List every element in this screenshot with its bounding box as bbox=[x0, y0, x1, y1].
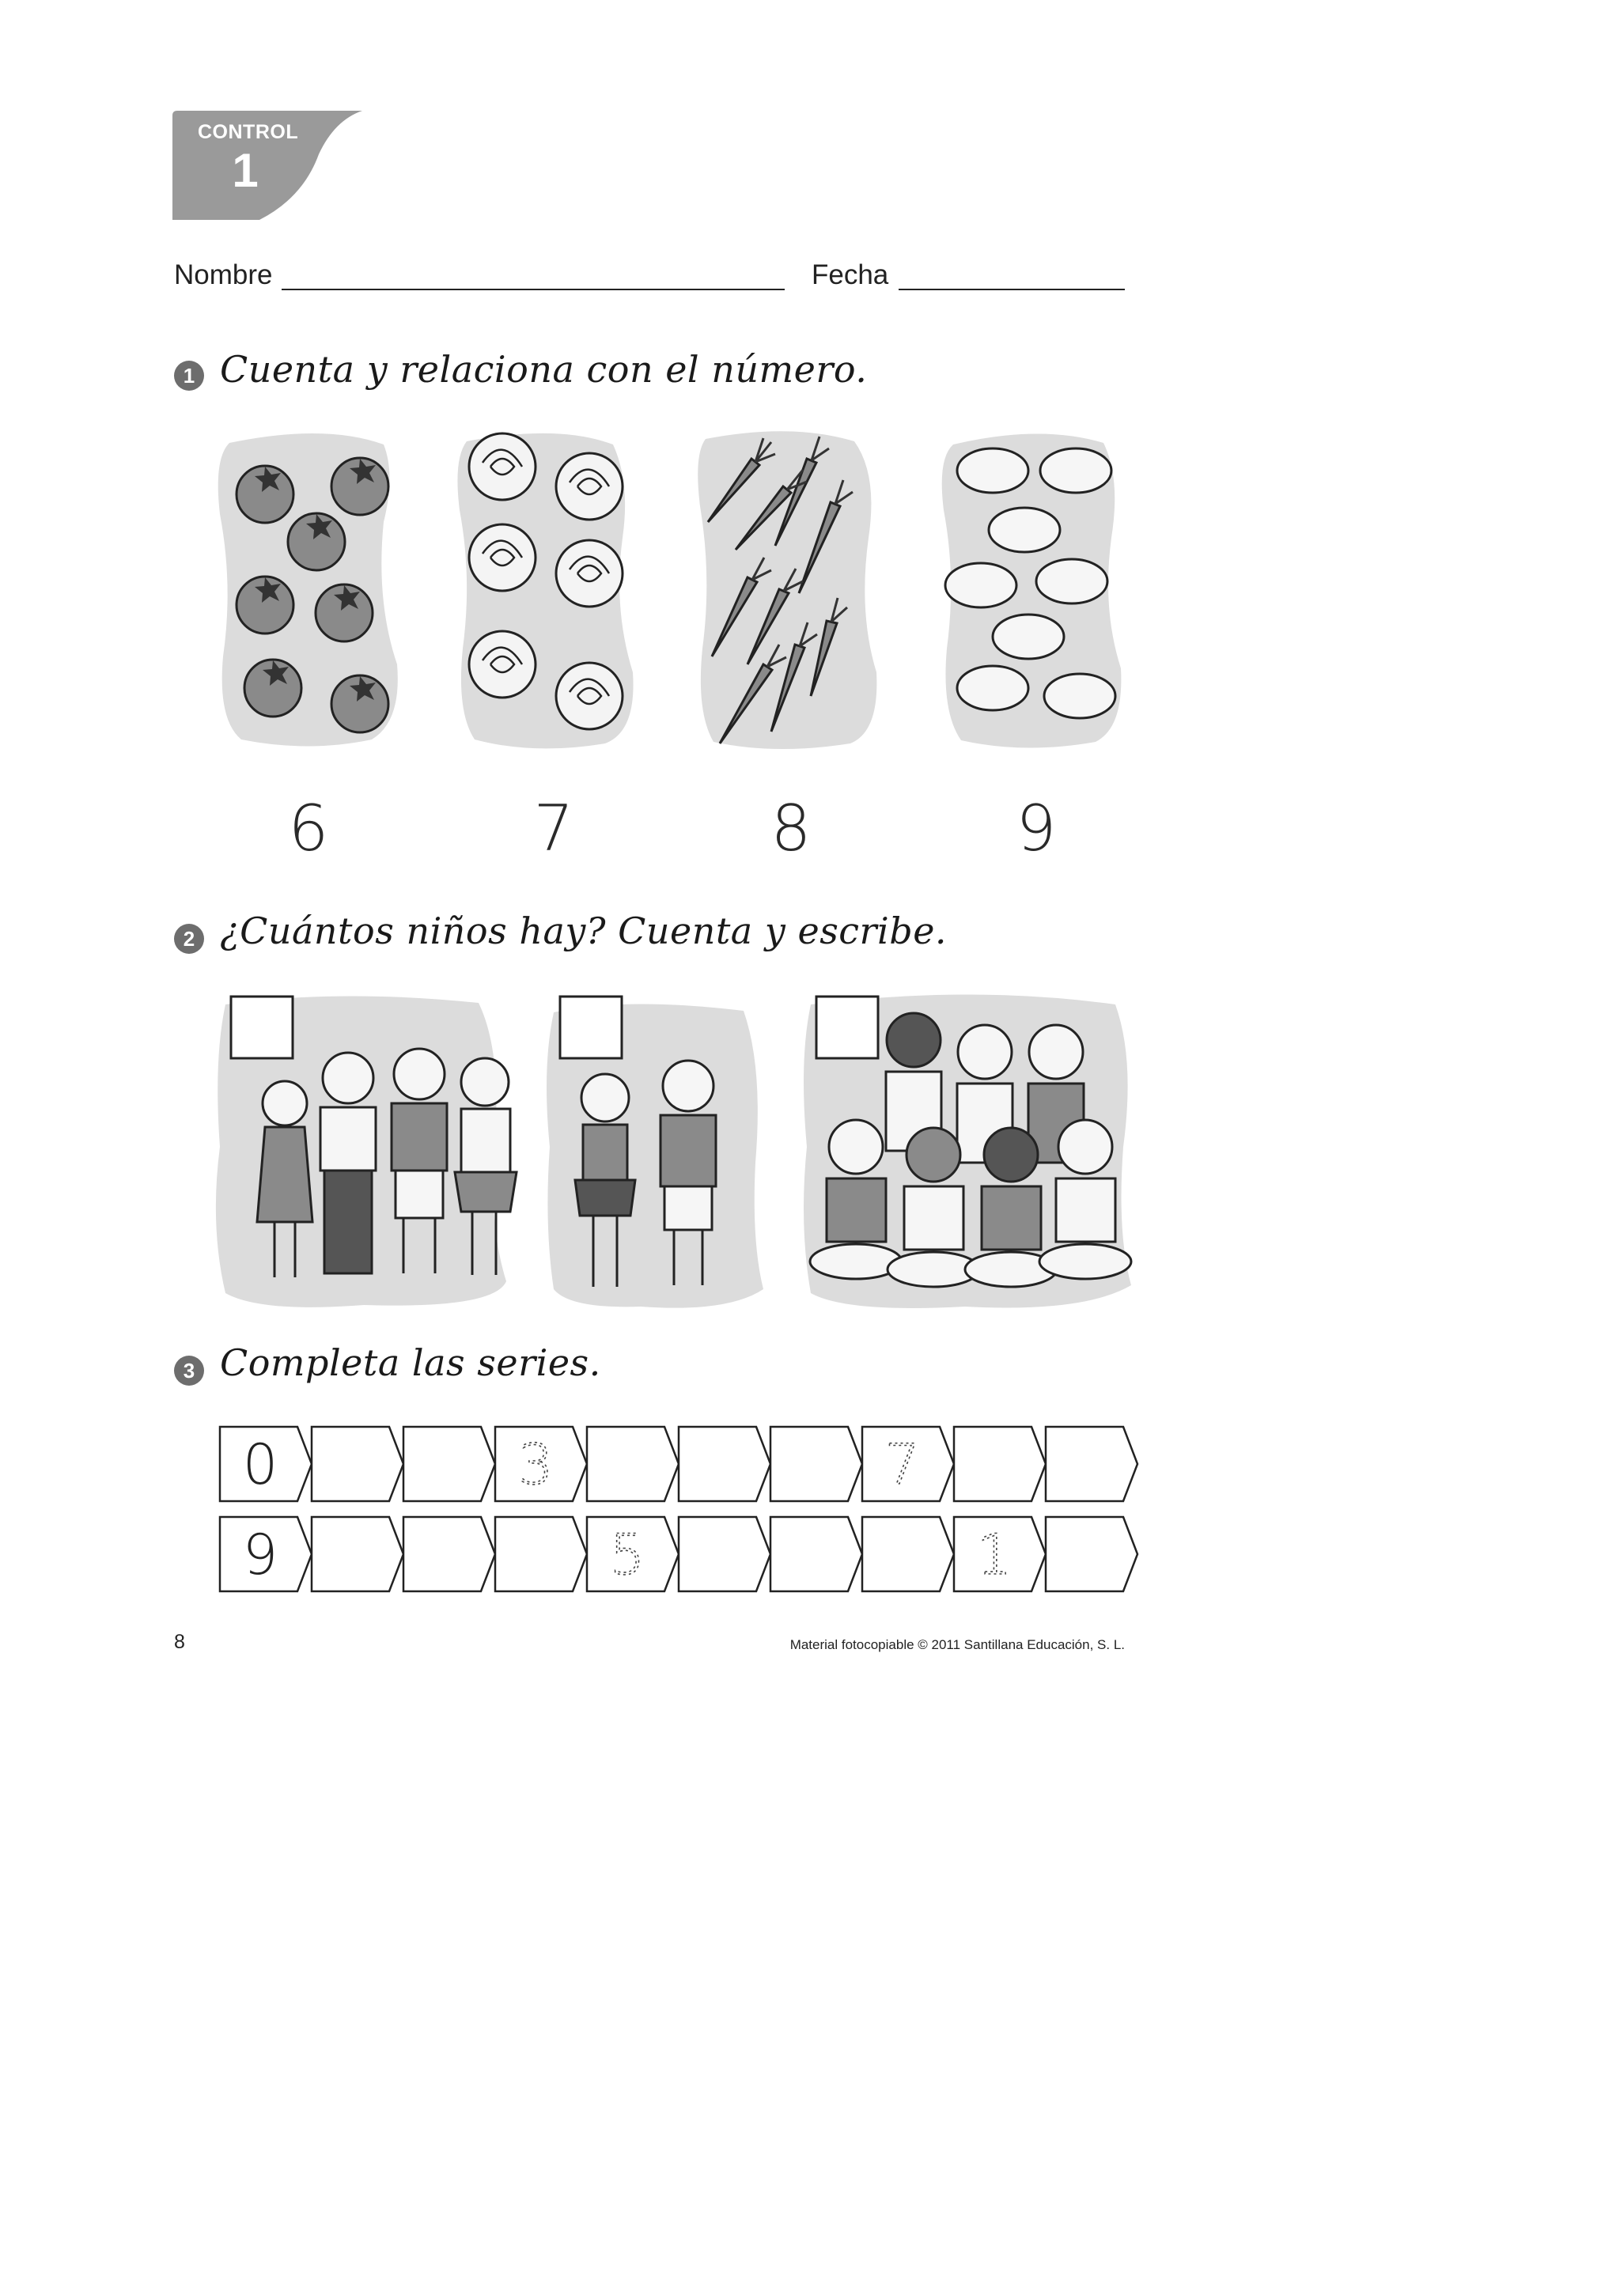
series-value: 7 bbox=[884, 1432, 921, 1497]
series-cell[interactable] bbox=[1046, 1517, 1137, 1591]
control-label: CONTROL bbox=[198, 121, 299, 143]
number-choice-7[interactable]: 7 bbox=[533, 792, 574, 865]
series-cell[interactable] bbox=[312, 1517, 403, 1591]
series-cell[interactable] bbox=[403, 1427, 495, 1501]
number-choice-6[interactable]: 6 bbox=[288, 792, 329, 865]
carrot-group bbox=[698, 431, 876, 749]
lemon-group bbox=[942, 433, 1122, 747]
answer-box-3 bbox=[816, 997, 878, 1058]
date-label: Fecha bbox=[812, 259, 889, 290]
series-cell[interactable] bbox=[862, 1427, 954, 1501]
series-cell[interactable] bbox=[495, 1427, 587, 1501]
exercise-2-illustrations bbox=[214, 989, 1139, 1313]
number-choice-8[interactable]: 8 bbox=[770, 792, 812, 865]
series-cell[interactable] bbox=[954, 1517, 1046, 1591]
answer-box-1 bbox=[231, 997, 293, 1058]
series-grid bbox=[220, 1424, 1137, 1602]
series-cell[interactable] bbox=[587, 1517, 679, 1591]
series-cell[interactable] bbox=[1046, 1427, 1137, 1501]
name-field[interactable] bbox=[282, 289, 785, 290]
series-cell[interactable] bbox=[770, 1517, 862, 1591]
series-value: 3 bbox=[517, 1432, 554, 1497]
exercise-1-number: 1 bbox=[174, 361, 204, 391]
series-cell[interactable] bbox=[403, 1517, 495, 1591]
series-cell[interactable] bbox=[679, 1427, 770, 1501]
series-cell[interactable] bbox=[954, 1427, 1046, 1501]
series-cell[interactable] bbox=[679, 1517, 770, 1591]
number-choice-9[interactable]: 9 bbox=[1016, 792, 1057, 865]
series-cell[interactable] bbox=[495, 1517, 587, 1591]
series-cell[interactable] bbox=[220, 1517, 312, 1591]
series-value: 5 bbox=[609, 1522, 645, 1587]
series-cell[interactable] bbox=[220, 1427, 312, 1501]
exercise-2-instruction: ¿Cuántos niños hay? Cuenta y escribe. bbox=[220, 910, 948, 952]
page-number: 8 bbox=[174, 1631, 185, 1653]
exercise-1-illustrations bbox=[214, 427, 1131, 759]
answer-box-2 bbox=[560, 997, 622, 1058]
tomato-group bbox=[218, 433, 398, 747]
date-field[interactable] bbox=[899, 289, 1125, 290]
exercise-3-number: 3 bbox=[174, 1356, 204, 1386]
series-cell[interactable] bbox=[587, 1427, 679, 1501]
series-value: 0 bbox=[242, 1432, 278, 1497]
copyright-notice: Material fotocopiable © 2011 Santillana Educación, S. L. bbox=[789, 1637, 1125, 1652]
name-label: Nombre bbox=[174, 259, 273, 290]
control-number: 1 bbox=[232, 144, 259, 197]
exercise-2-number: 2 bbox=[174, 924, 204, 954]
series-value: 1 bbox=[976, 1522, 1012, 1587]
lettuce-group bbox=[457, 433, 633, 749]
series-cell[interactable] bbox=[770, 1427, 862, 1501]
exercise-3-instruction: Completa las series. bbox=[220, 1341, 601, 1384]
series-cell[interactable] bbox=[862, 1517, 954, 1591]
series-value: 9 bbox=[242, 1522, 278, 1587]
exercise-1-instruction: Cuenta y relaciona con el número. bbox=[220, 348, 868, 391]
series-cell[interactable] bbox=[312, 1427, 403, 1501]
